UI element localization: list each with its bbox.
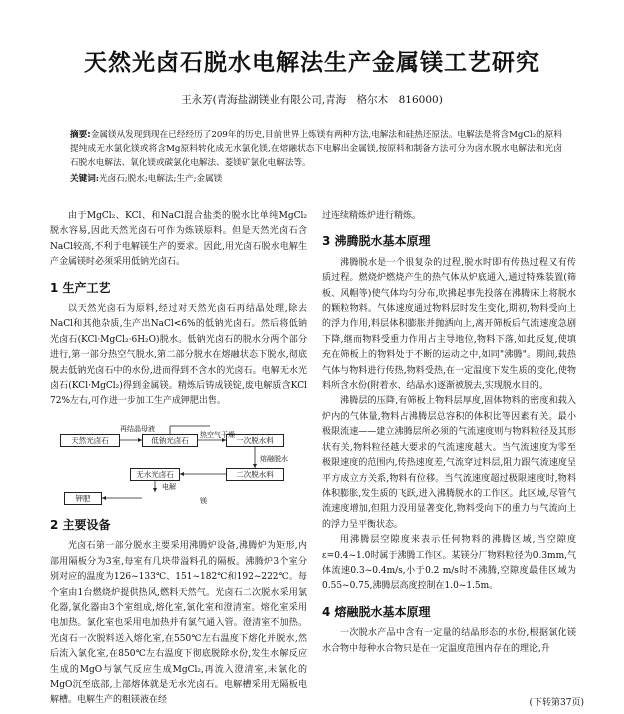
section-3-paragraph-2: 沸腾层的压降,有筛板上物料层厚度,固体物料的密度和载入炉内的气体量,物料占沸腾层总容积的体积比等因素有关。最小极限流速——建立沸腾层所必须的气流速度则与物料粒径及其形状有关,物料粒径越大要求的气流速度越大。当气流速度为零至极限速度的范围内,传热速度差,气流穿过料层,阻力跟气流速度呈平方成立方关系,物料有位移。当气流速度超过极限速度时,物料体积膨胀,发生质的飞跃,进入沸腾脱水的工作区。此区域,尽管气流速度增加,但阻力没用显著变化,物料受向下的重力与气流向上的浮力呈平衡状态。 xyxy=(322,396,576,530)
section-4-paragraph: 一次脱水产品中含有一定量的结晶形态的水份,根据氯化镁水合物中每种水合物只是在一定温度范围内存在的理论,升 xyxy=(322,628,576,654)
section-1-paragraph: 以天然光卤石为原料,经过对天然光卤石再结晶处理,除去NaCl和其他杂质,生产出NaCl<6%的低钠光卤石。然后将低钠光卤石(KCl·MgCl₂·6H₂O)脱水。低钠光卤石的脱水分两个部分进行,第一部分热空气脱水,第二部分脱水在熔融状态下脱水,彻底脱去低钠光卤石中的水份,进而得到不含水的光卤石。电解无水光卤石(KCl·MgCl₂)得到金属镁。精炼后铸成镁锭,废电解质含KCl 72%左右,可作进一步加工生产成钾肥出售。 xyxy=(50,304,307,407)
abstract-label: 摘要: xyxy=(70,130,91,140)
left-column xyxy=(50,209,307,709)
flow-label-melt-dehydration: 熔融脱水 xyxy=(260,454,288,463)
abstract xyxy=(70,128,562,170)
section-1-heading: 1 生产工艺 xyxy=(50,280,111,295)
flow-box-low-sodium: 低钠光卤石 xyxy=(142,434,198,447)
flow-label-hot-air: 热空气干燥 xyxy=(200,430,235,439)
intro-paragraph: 由于MgCl₂、KCl、和NaCl混合盐类的脱水比单纯MgCl₂脱水容易,因此天然光卤石可作为炼镁原料。但是天然光卤石含NaCl较高,不利于电解镁生产的要求。因此,用光卤石脱水电解生产金属镁时必须采用低钠光卤石。 xyxy=(50,211,307,268)
section-3-paragraph-1: 沸腾脱水是一个很复杂的过程,脱水时即有传热过程又有传质过程。燃烧炉燃烧产生的热气体从炉底通入,通过特殊装置(筛板、风帽等)使气体均匀分布,吹拂起事先投落在沸腾床上将脱水的颗粒物料。气体速度通过物料层时发生变化,期初,物料受向上的浮力作用,料层体积膨胀并抛洒向上,离开筛板后气流速度急剧下降,继而物料受重力作用占主导地位,物料下落,如此反复,使填充在筛板上的物料处于不断的运动之中,如同"沸腾"。期间,载热气体与物料进行传热,物料受热,在一定温度下发生质的变化,使物料所含水份(附着水、结晶水)逐渐被脱去,实现脱水目的。 xyxy=(322,257,576,392)
flow-box-natural-carnallite: 天然光卤石 xyxy=(60,434,120,447)
flow-label-electrolysis: 电解 xyxy=(162,482,176,491)
keywords-text: 光卤石;脱水;电解法;生产;金属镁 xyxy=(98,174,223,184)
flow-label-magnesium: 镁 xyxy=(200,496,207,505)
keywords-label: 关键词: xyxy=(70,174,99,184)
section-2-heading: 2 主要设备 xyxy=(50,517,111,532)
author-line: 王永芳(青海盐湖镁业有限公司,青海 格尔木 816000) xyxy=(181,94,443,106)
flow-box-first-dehydration: 一次脱水料 xyxy=(226,434,284,447)
section-2-paragraph: 光卤石第一部分脱水主要采用沸腾炉设备,沸腾炉为矩形,内部用隔板分为3室,每室有几块带溢料孔的隔板。沸腾炉3个室分别对应的温度为126~133℃、151~182℃和192~222℃。每个室由1台燃烧炉提供热风,燃料天然气。光卤石二次脱水采用氯化器,氯化器由3个室组成,熔化室,氯化室和澄清室。熔化室采用电加热。氯化室也采用电加热并有氯气通入管。澄清室不加热。光卤石一次脱料送入熔化室,在550℃左右温度下熔化并脱水,然后流入氯化室,在850℃左右温度下彻底脱除水份,发生水解反应生成的MgO与氯气反应生成MgCl₂,再流入澄清室,未氯化的MgO沉至底部,上部熔体就是无水光卤石。电解槽采用无隔板电解槽。电解生产的粗镁液在经 xyxy=(50,541,307,706)
section-4-heading: 4 熔融脱水基本原理 xyxy=(322,604,431,619)
paper-title: 天然光卤石脱水电解法生产金属镁工艺研究 xyxy=(84,50,540,76)
carryover-text: 过连续精炼炉进行精炼。 xyxy=(322,211,422,221)
process-flow-diagram xyxy=(50,416,307,508)
keywords xyxy=(70,172,562,184)
flow-label-mother-liquor: 再结晶母液 xyxy=(120,424,155,433)
section-3-paragraph-3: 用沸腾层空隙度来表示任何物料的沸腾区域,当空隙度ε=0.4~1.0时属于沸腾工作区。某镁分厂物料粒径为0.3mm,气体流速0.3~0.4m/s,小于0.2 m/s时不沸腾,空隙度最佳区域为0.55~0.75,沸腾层高度控制在1.0~1.5m。 xyxy=(322,535,576,592)
right-column xyxy=(322,209,576,657)
flow-box-potash: 钾肥 xyxy=(64,492,102,505)
continued-note: (下转第37页) xyxy=(529,698,584,708)
abstract-text: 金属镁从发现到现在已经经历了209年的历史,目前世界上炼镁有两种方法,电解法和硅热还原法。电解法是将含MgCl₂的原料提纯成无水氯化镁或将含Mg原料转化成无水氯化镁,在熔融状态下电解出金属镁,按原料和制备方法可分为卤水脱水电解法和光卤石脱水电解法、氧化镁或碳氯化电解法、菱镁矿氯化电解法等。 xyxy=(70,130,562,168)
section-3-heading: 3 沸腾脱水基本原理 xyxy=(322,234,431,249)
flow-box-second-dehydration: 二次脱水料 xyxy=(226,468,284,481)
flow-box-anhydrous: 无水光卤石 xyxy=(130,468,180,481)
